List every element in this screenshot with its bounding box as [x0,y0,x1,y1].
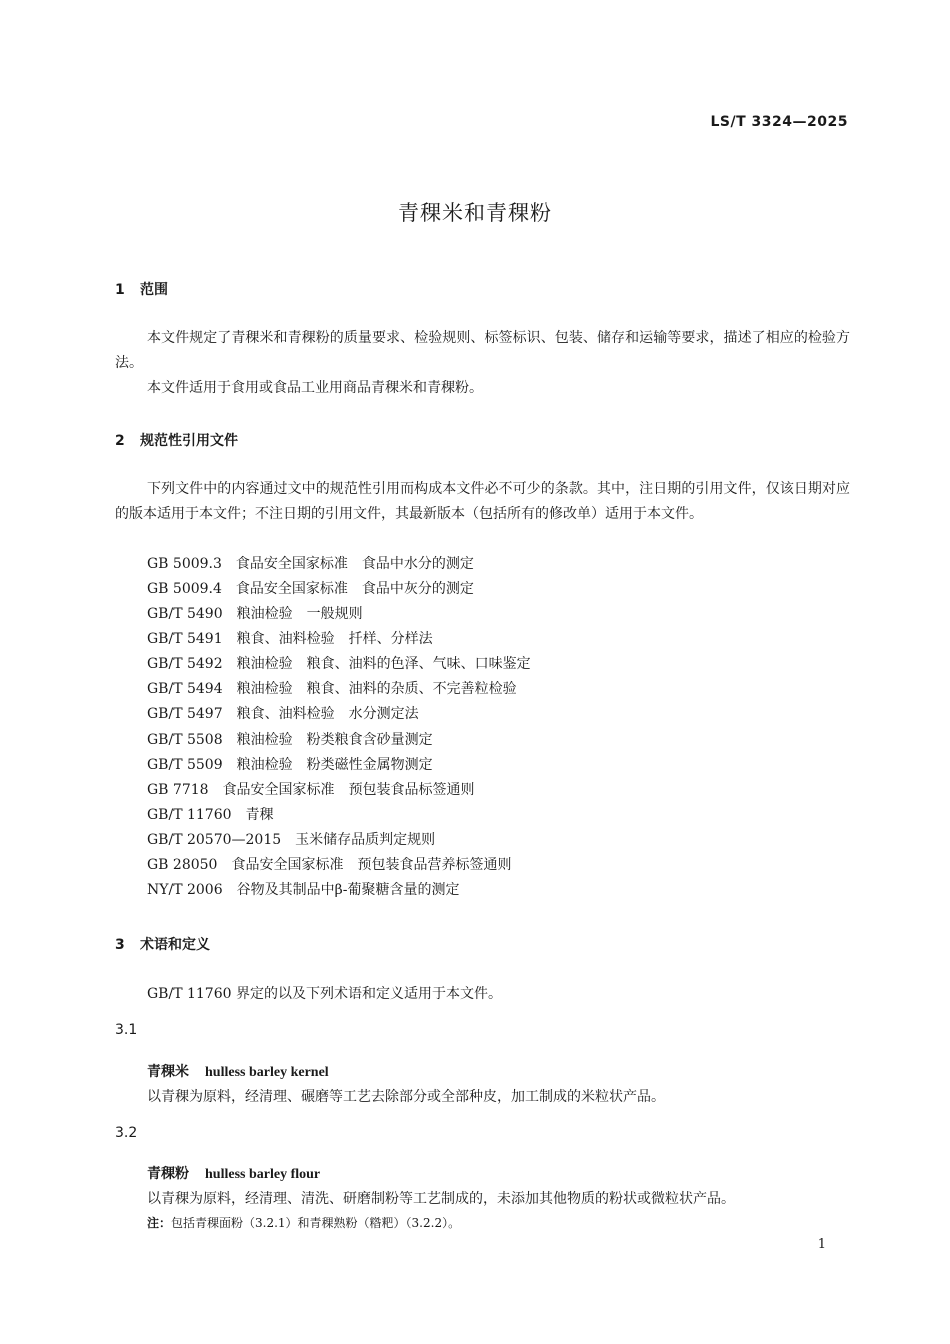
term-chinese: 青稞粉 [147,1166,189,1182]
section-title: 规范性引用文件 [140,433,238,449]
reference-item [147,652,531,677]
term-heading [147,1163,320,1183]
reference-item [147,778,475,803]
reference-code: GB/T 5508 [147,732,223,748]
section-number: 3 [115,937,125,953]
reference-subtitle: 食品中灰分的测定 [361,581,474,597]
term-chinese: 青稞米 [147,1064,189,1080]
section-1-heading [115,279,168,299]
reference-item [147,552,474,577]
section-number: 1 [115,282,125,298]
reference-title: 青稞 [245,807,274,823]
section-number: 2 [115,433,125,449]
reference-item [147,627,433,652]
reference-subtitle: 粉类粮食含砂量测定 [306,732,433,748]
section-title: 范围 [140,282,168,298]
note-text: 包括青稞面粉（3.2.1）和青稞熟粉（糌粑）（3.2.2）。 [171,1216,461,1230]
reference-title: 粮油检验 [236,732,293,748]
reference-subtitle: 一般规则 [306,606,363,622]
reference-item [147,577,474,602]
reference-title: 食品安全国家标准 [222,782,335,798]
term-english: hulless barley flour [205,1167,321,1182]
reference-subtitle: 水分测定法 [348,706,419,722]
reference-code: GB 5009.4 [147,581,222,597]
reference-title: 粮油检验 [236,656,293,672]
reference-code: GB/T 5494 [147,681,223,697]
reference-code: NY/T 2006 [147,882,223,898]
section-2-intro: 下列文件中的内容通过文中的规范性引用而构成本文件必不可少的条款。其中，注日期的引用文件，仅该日期对应的版本适用于本文件；不注日期的引用文件，其最新版本（包括所有的修改单）适用于本文件。 [115,481,850,522]
term-number: 3.2 [115,1125,138,1141]
section-3-intro: GB/T 11760 界定的以及下列术语和定义适用于本文件。 [147,986,502,1002]
reference-title: 食品安全国家标准 [231,857,344,873]
reference-item [147,853,511,878]
section-2-heading [115,430,238,450]
reference-code: GB 7718 [147,782,209,798]
reference-subtitle: 预包装食品标签通则 [348,782,475,798]
reference-title: 粮油检验 [236,757,293,773]
document-title: 青稞米和青稞粉 [398,201,552,225]
reference-item [147,602,363,627]
reference-code: GB/T 5492 [147,656,223,672]
reference-title: 玉米储存品质判定规则 [295,832,436,848]
term-heading [147,1061,329,1081]
section-1-paragraph-1: 本文件规定了青稞米和青稞粉的质量要求、检验规则、标签标识、包装、储存和运输等要求，描述了相应的检验方法。 [115,330,850,371]
reference-item [147,828,449,853]
reference-code: GB/T 5509 [147,757,223,773]
reference-subtitle: 预包装食品营养标签通则 [357,857,512,873]
reference-item [147,878,473,903]
reference-title: 粮油检验 [236,681,293,697]
reference-subtitle: 扦样、分样法 [348,631,433,647]
note-label: 注： [147,1216,172,1230]
reference-title: 谷物及其制品中β-葡聚糖含量的测定 [236,882,460,898]
term-definition: 以青稞为原料，经清理、清洗、研磨制粉等工艺制成的，未添加其他物质的粉状或微粒状产品。 [147,1191,735,1207]
reference-title: 粮食、油料检验 [236,631,335,647]
reference-subtitle: 食品中水分的测定 [361,556,474,572]
reference-code: GB/T 5491 [147,631,223,647]
term-note [147,1214,460,1231]
reference-title: 粮食、油料检验 [236,706,335,722]
reference-subtitle: 粮食、油料的色泽、气味、口味鉴定 [306,656,531,672]
reference-item [147,803,288,828]
reference-title: 食品安全国家标准 [235,556,348,572]
section-3-heading [115,934,210,954]
reference-code: GB 5009.3 [147,556,222,572]
reference-item [147,753,433,778]
reference-item [147,728,433,753]
reference-item [147,677,517,702]
reference-code: GB/T 20570—2015 [147,832,282,848]
reference-code: GB/T 5497 [147,706,223,722]
section-1-paragraph-2: 本文件适用于食用或食品工业用商品青稞米和青稞粉。 [147,380,483,396]
reference-title: 粮油检验 [236,606,293,622]
term-definition: 以青稞为原料，经清理、碾磨等工艺去除部分或全部种皮，加工制成的米粒状产品。 [147,1089,665,1105]
term-english: hulless barley kernel [205,1065,329,1080]
term-number: 3.1 [115,1022,138,1038]
reference-subtitle: 粉类磁性金属物测定 [306,757,433,773]
reference-code: GB/T 5490 [147,606,223,622]
section-title: 术语和定义 [140,937,210,953]
page-number: 1 [817,1237,826,1252]
standard-number: LS/T 3324—2025 [710,114,848,130]
reference-subtitle: 粮食、油料的杂质、不完善粒检验 [306,681,517,697]
reference-code: GB 28050 [147,857,218,873]
reference-item [147,702,419,727]
reference-title: 食品安全国家标准 [235,581,348,597]
reference-code: GB/T 11760 [147,807,232,823]
